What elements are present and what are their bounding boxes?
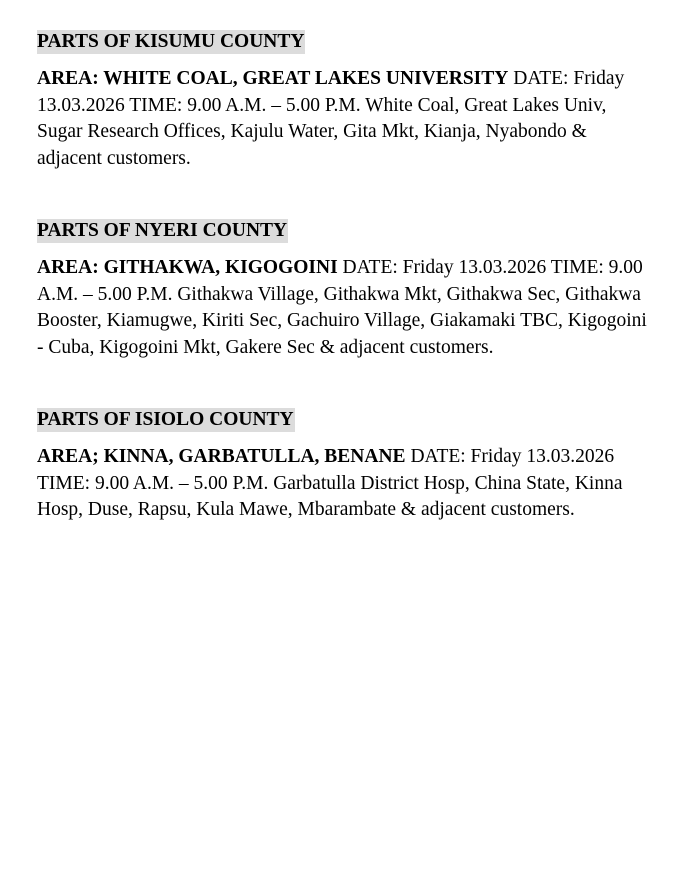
area-label: AREA: GITHAKWA, KIGOGOINI <box>37 257 338 278</box>
county-heading: PARTS OF ISIOLO COUNTY <box>37 409 294 430</box>
county-section-nyeri <box>37 219 647 361</box>
area-label: AREA: WHITE COAL, GREAT LAKES UNIVERSITY <box>37 68 509 89</box>
area-notice <box>37 66 647 172</box>
area-details: DATE: Friday 13.03.2026 TIME: 9.00 A.M. – 5.00 P.M. Githakwa Village, Githakwa Mkt, Githakwa Sec, Githakwa Booster, Kiamugwe, Kiriti Sec, Gachuiro Village, Giakamaki TBC, Kigogoini - Cuba, Kigogoini Mkt, Gakere Sec & adjacent customers. <box>37 257 647 358</box>
area-notice <box>37 444 647 524</box>
outage-notice-page <box>37 30 647 524</box>
county-heading: PARTS OF NYERI COUNTY <box>37 220 288 241</box>
county-heading: PARTS OF KISUMU COUNTY <box>37 31 305 52</box>
area-notice <box>37 255 647 361</box>
area-label: AREA; KINNA, GARBATULLA, BENANE <box>37 446 406 467</box>
county-section-isiolo <box>37 408 647 524</box>
area-details: DATE: Friday 13.03.2026 TIME: 9.00 A.M. – 5.00 P.M. Garbatulla District Hosp, China State, Kinna Hosp, Duse, Rapsu, Kula Mawe, Mbarambate & adjacent customers. <box>37 446 623 520</box>
area-details: DATE: Friday 13.03.2026 TIME: 9.00 A.M. – 5.00 P.M. White Coal, Great Lakes Univ, Sugar Research Offices, Kajulu Water, Gita Mkt, Kianja, Nyabondo & adjacent customers. <box>37 68 625 169</box>
county-section-kisumu <box>37 30 647 172</box>
